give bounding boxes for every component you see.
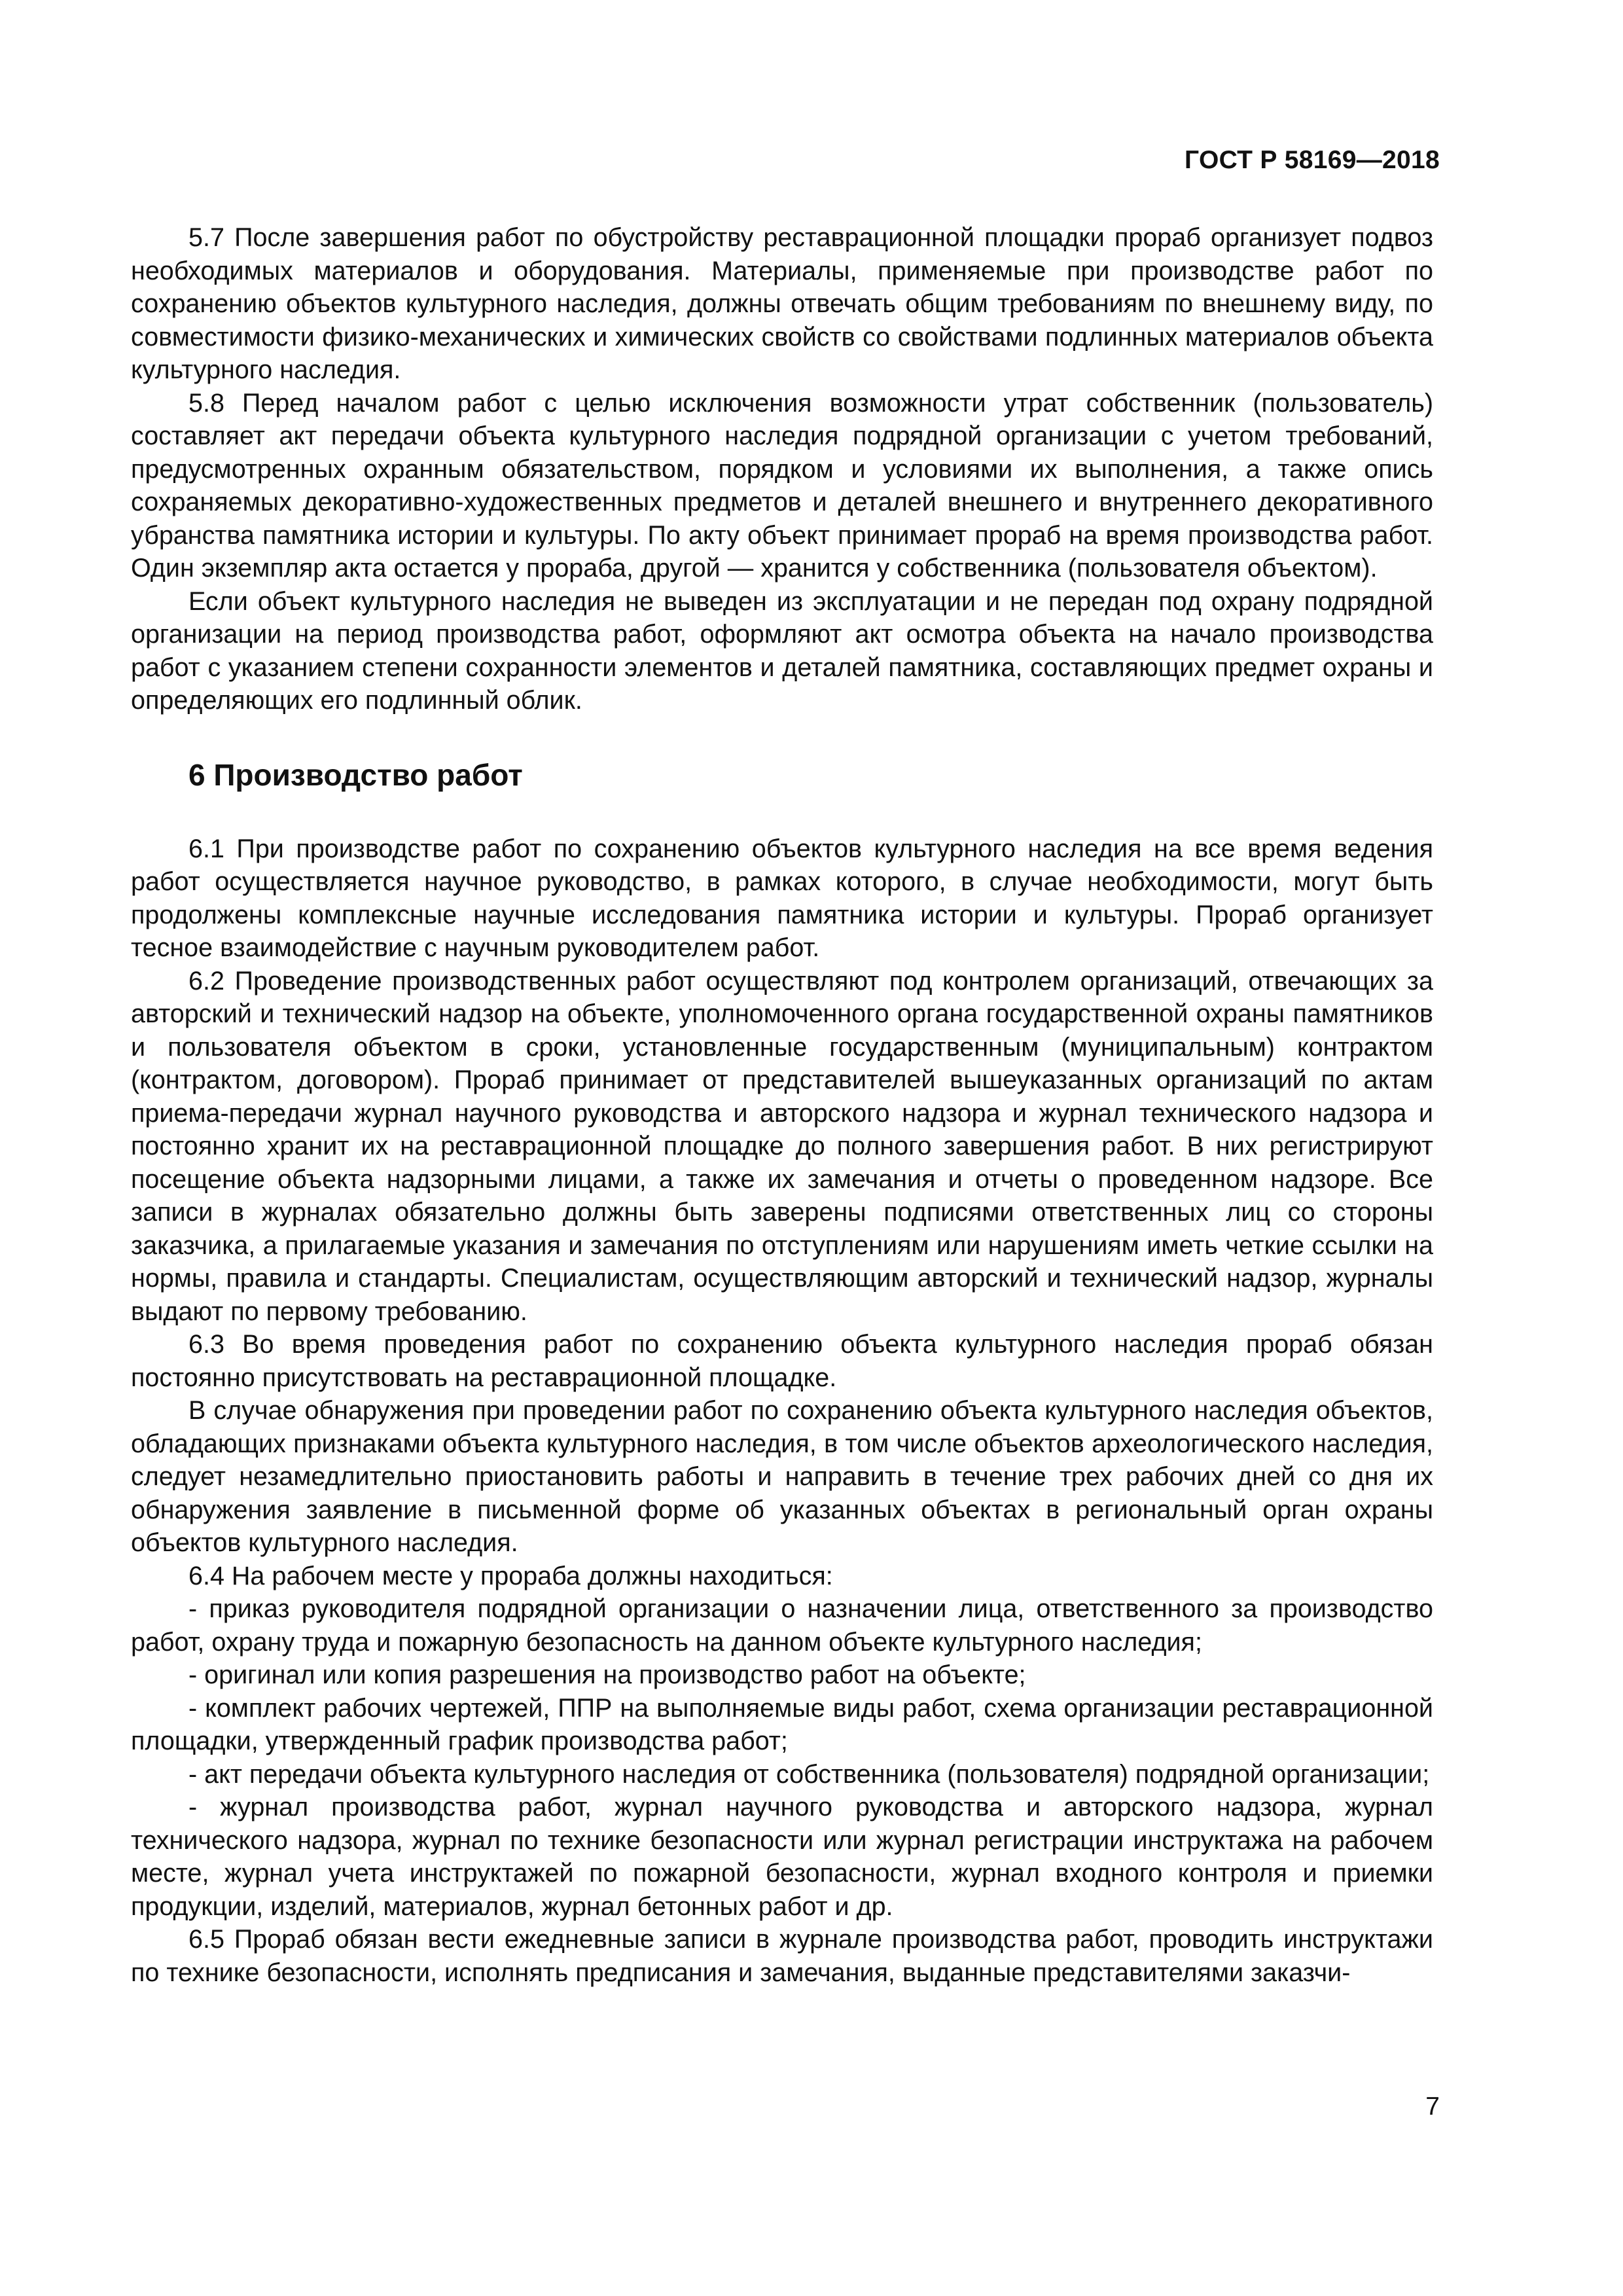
document-code-header: ГОСТ Р 58169—2018 <box>1185 146 1440 174</box>
list-item: - комплект рабочих чертежей, ППР на выполняемые виды работ, схема организации реставрационной площадки, утвержденный график производства работ; <box>131 1693 1433 1755</box>
page-number: 7 <box>1425 2092 1440 2121</box>
list-item: - приказ руководителя подрядной организации о назначении лица, ответственного за производство работ, охрану труда и пожарную безопасность на данном объекте культурного наследия; <box>131 1594 1433 1657</box>
list-item: - журнал производства работ, журнал научного руководства и авторского надзора, журнал технического надзора, журнал по технике безопасности или журнал регистрации инструктажа на рабочем месте, журнал учета инструктажей по пожарной безопасности, журнал входного контроля и приемки продукции, изделий, материалов, журнал бетонных работ и др. <box>131 1793 1433 1921</box>
paragraph-6-2: 6.2 Проведение производственных работ осуществляют под контролем организаций, отвечающих за авторский и технический надзор на объекте, уполномоченного органа государственной охраны памятников и пользователя объектом в сроки, установленные государственным (муниципальным) контрактом (контрактом, договором). Прораб принимает от представителей вышеуказанных организаций по актам приема-передачи журнал научного руководства и авторского надзора и журнал технического надзора и постоянно хранит их на реставрационной площадке до полного завершения работ. В них регистрируют посещение объекта надзорными лицами, а также их замечания и отчеты о проведенном надзоре. Все записи в журналах обязательно должны быть заверены подписями ответственных лиц со стороны заказчика, а прилагаемые указания и замечания по отступлениям или нарушениям иметь четкие ссылки на нормы, правила и стандарты. Специалистам, осуществляющим авторский и технический надзор, журналы выдают по первому требованию. <box>131 966 1433 1326</box>
paragraph-5-8-continued: Если объект культурного наследия не выведен из эксплуатации и не передан под охрану подрядной организации на период производства работ, оформляют акт осмотра объекта на начало производства работ с указанием степени сохранности элементов и деталей памятника, составляющих предмет охраны и определяющих его подлинный облик. <box>131 586 1433 715</box>
paragraph-5-8: 5.8 Перед началом работ с целью исключения возможности утрат собственник (пользователь) составляет акт передачи объекта культурного наследия подрядной организации с учетом требований, предусмотренных охранным обязательством, порядком и условиями их выполнения, а также опись сохраняемых декоративно-художественных предметов и деталей внешнего и внутреннего декоративного убранства памятника истории и культуры. По акту объект принимает прораб на время производства работ. Один экземпляр акта остается у прораба, другой — хранится у собственника (пользователя объектом). <box>131 388 1433 583</box>
paragraph-5-7: 5.7 После завершения работ по обустройству реставрационной площадки прораб организует подвоз необходимых материалов и оборудования. Материалы, применяемые при производстве работ по сохранению объектов культурного наследия, должны отвечать общим требованиям по внешнему виду, по совместимости физико-механических и химических свойств со свойствами подлинных материалов объекта культурного наследия. <box>131 223 1433 384</box>
paragraph-6-3: 6.3 Во время проведения работ по сохранению объекта культурного наследия прораб обязан постоянно присутствовать на реставрационной площадке. <box>131 1330 1433 1392</box>
paragraph-6-3-continued: В случае обнаружения при проведении работ по сохранению объекта культурного наследия объектов, обладающих признаками объекта культурного наследия, в том числе объектов археологического наследия, следует незамедлительно приостановить работы и направить в течение трех рабочих дней со дня их обнаружения заявление в письменной форме об указанных объектах в региональный орган охраны объектов культурного наследия. <box>131 1396 1433 1557</box>
paragraph-6-4: 6.4 На рабочем месте у прораба должны находиться: <box>188 1561 833 1590</box>
section-heading: 6 Производство работ <box>188 757 523 792</box>
paragraph-6-5: 6.5 Прораб обязан вести ежедневные записи в журнале производства работ, проводить инструктажи по технике безопасности, исполнять предписания и замечания, выданные представителями заказчи- <box>131 1925 1433 1987</box>
document-body <box>131 221 1433 1989</box>
list-item: - оригинал или копия разрешения на производство работ на объекте; <box>188 1660 1026 1689</box>
list-item: - акт передачи объекта культурного наследия от собственника (пользователя) подрядной организации; <box>188 1759 1430 1789</box>
paragraph-6-1: 6.1 При производстве работ по сохранению объектов культурного наследия на все время ведения работ осуществляется научное руководство, в рамках которого, в случае необходимости, могут быть продолжены комплексные научные исследования памятника истории и культуры. Прораб организует тесное взаимодействие с научным руководителем работ. <box>131 834 1433 962</box>
